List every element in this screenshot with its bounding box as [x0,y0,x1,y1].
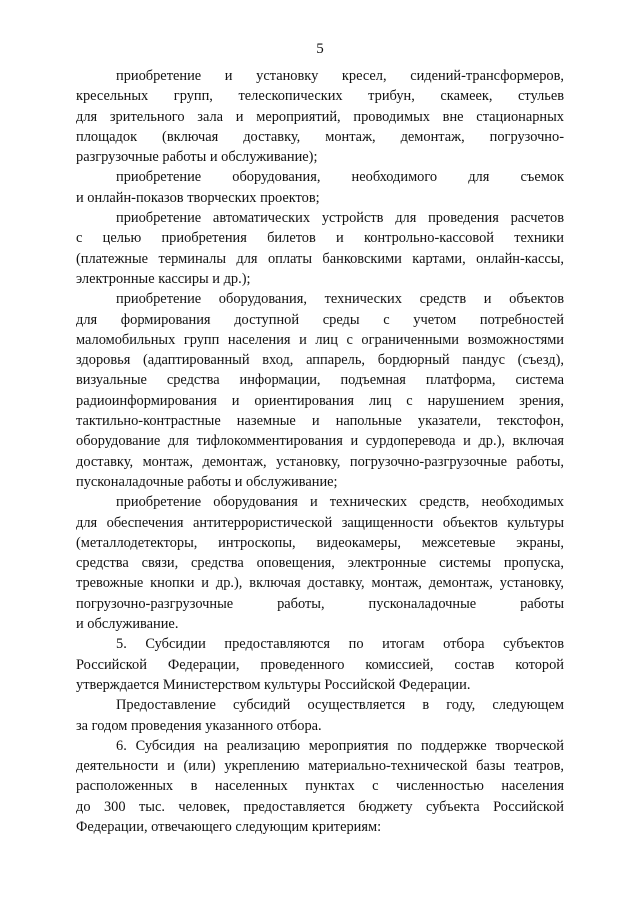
text-line: здоровья (адаптированный вход, аппарель, бордюрный пандус (съезд), [76,352,564,369]
text-line: 6. Субсидия на реализацию мероприятия по поддержке творческой [116,737,564,754]
text-line: электронные кассиры и др.); [76,270,251,287]
text-line: радиоинформирования и ориентирования лиц с нарушением зрения, [76,392,564,409]
paragraph-seats [76,66,564,167]
text-line: кресельных групп, телескопических трибун, скамеек, стульев [76,88,564,105]
paragraph-clause-6 [76,736,564,837]
text-line: Российской Федерации, проведенного комиссией, состав которой [76,656,564,673]
document-body [76,66,564,837]
page-number: 5 [316,41,324,57]
text-line: разгрузочные работы и обслуживание); [76,149,318,166]
text-line: визуальные средства информации, подъемная платформа, система [76,372,564,389]
text-line: площадок (включая доставку, монтаж, демонтаж, погрузочно- [76,128,564,145]
paragraph-antiterror-equipment [76,492,564,634]
text-line: приобретение оборудования, необходимого для съемок [116,169,564,186]
text-line: маломобильных групп населения и лиц с ограниченными возможностями [76,331,564,348]
text-line: 5. Субсидии предоставляются по итогам отбора субъектов [116,636,564,653]
text-line: за годом проведения указанного отбора. [76,717,322,734]
text-line: расположенных в населенных пунктах с численностью населения [76,778,564,795]
text-line: приобретение оборудования и технических средств, необходимых [116,494,564,511]
text-line: приобретение оборудования, технических средств и объектов [116,291,564,308]
text-line: деятельности и (или) укреплению материально-технической базы театров, [76,758,564,775]
paragraph-subsidy-timing [76,695,564,736]
text-line: тактильно-контрастные наземные и напольные указатели, текстофон, [76,413,564,430]
text-line: тревожные кнопки и др.), включая доставку, монтаж, демонтаж, установку, [76,575,564,592]
paragraph-payment-devices [76,208,564,289]
text-line: оборудование для тифлокомментирования и сурдоперевода и др.), включая [76,433,564,450]
text-line: пусконаладочные работы и обслуживание; [76,473,338,490]
text-line: Предоставление субсидий осуществляется в году, следующем [116,697,564,714]
text-line: утверждается Министерством культуры Российской Федерации. [76,676,471,693]
text-line: (металлодетекторы, интроскопы, видеокамеры, межсетевые экраны, [76,534,564,551]
paragraph-accessible-environment [76,289,564,492]
text-line: и онлайн-показов творческих проектов; [76,189,320,206]
text-line: для обеспечения антитеррористической защищенности объектов культуры [76,514,564,531]
text-line: средства связи, средства оповещения, электронные системы пропуска, [76,555,564,572]
text-line: (платежные терминалы для оплаты банковскими картами, онлайн-кассы, [76,250,564,267]
text-line: приобретение и установку кресел, сидений-трансформеров, [116,68,564,84]
text-line: до 300 тыс. человек, предоставляется бюджету субъекта Российской [76,798,564,815]
paragraph-filming-equipment [76,167,564,208]
text-line: доставку, монтаж, демонтаж, установку, погрузочно-разгрузочные работы, [76,453,564,470]
text-line: Федерации, отвечающего следующим критериям: [76,818,382,835]
paragraph-clause-5 [76,634,564,695]
text-line: приобретение автоматических устройств для проведения расчетов [116,210,564,227]
text-line: с целью приобретения билетов и контрольно-кассовой техники [76,230,564,247]
text-line: погрузочно-разгрузочные работы, пусконаладочные работы [76,595,564,612]
text-line: для зрительного зала и мероприятий, проводимых вне стационарных [76,108,564,125]
text-line: для формирования доступной среды с учетом потребностей [76,311,564,328]
text-line: и обслуживание. [76,616,179,633]
